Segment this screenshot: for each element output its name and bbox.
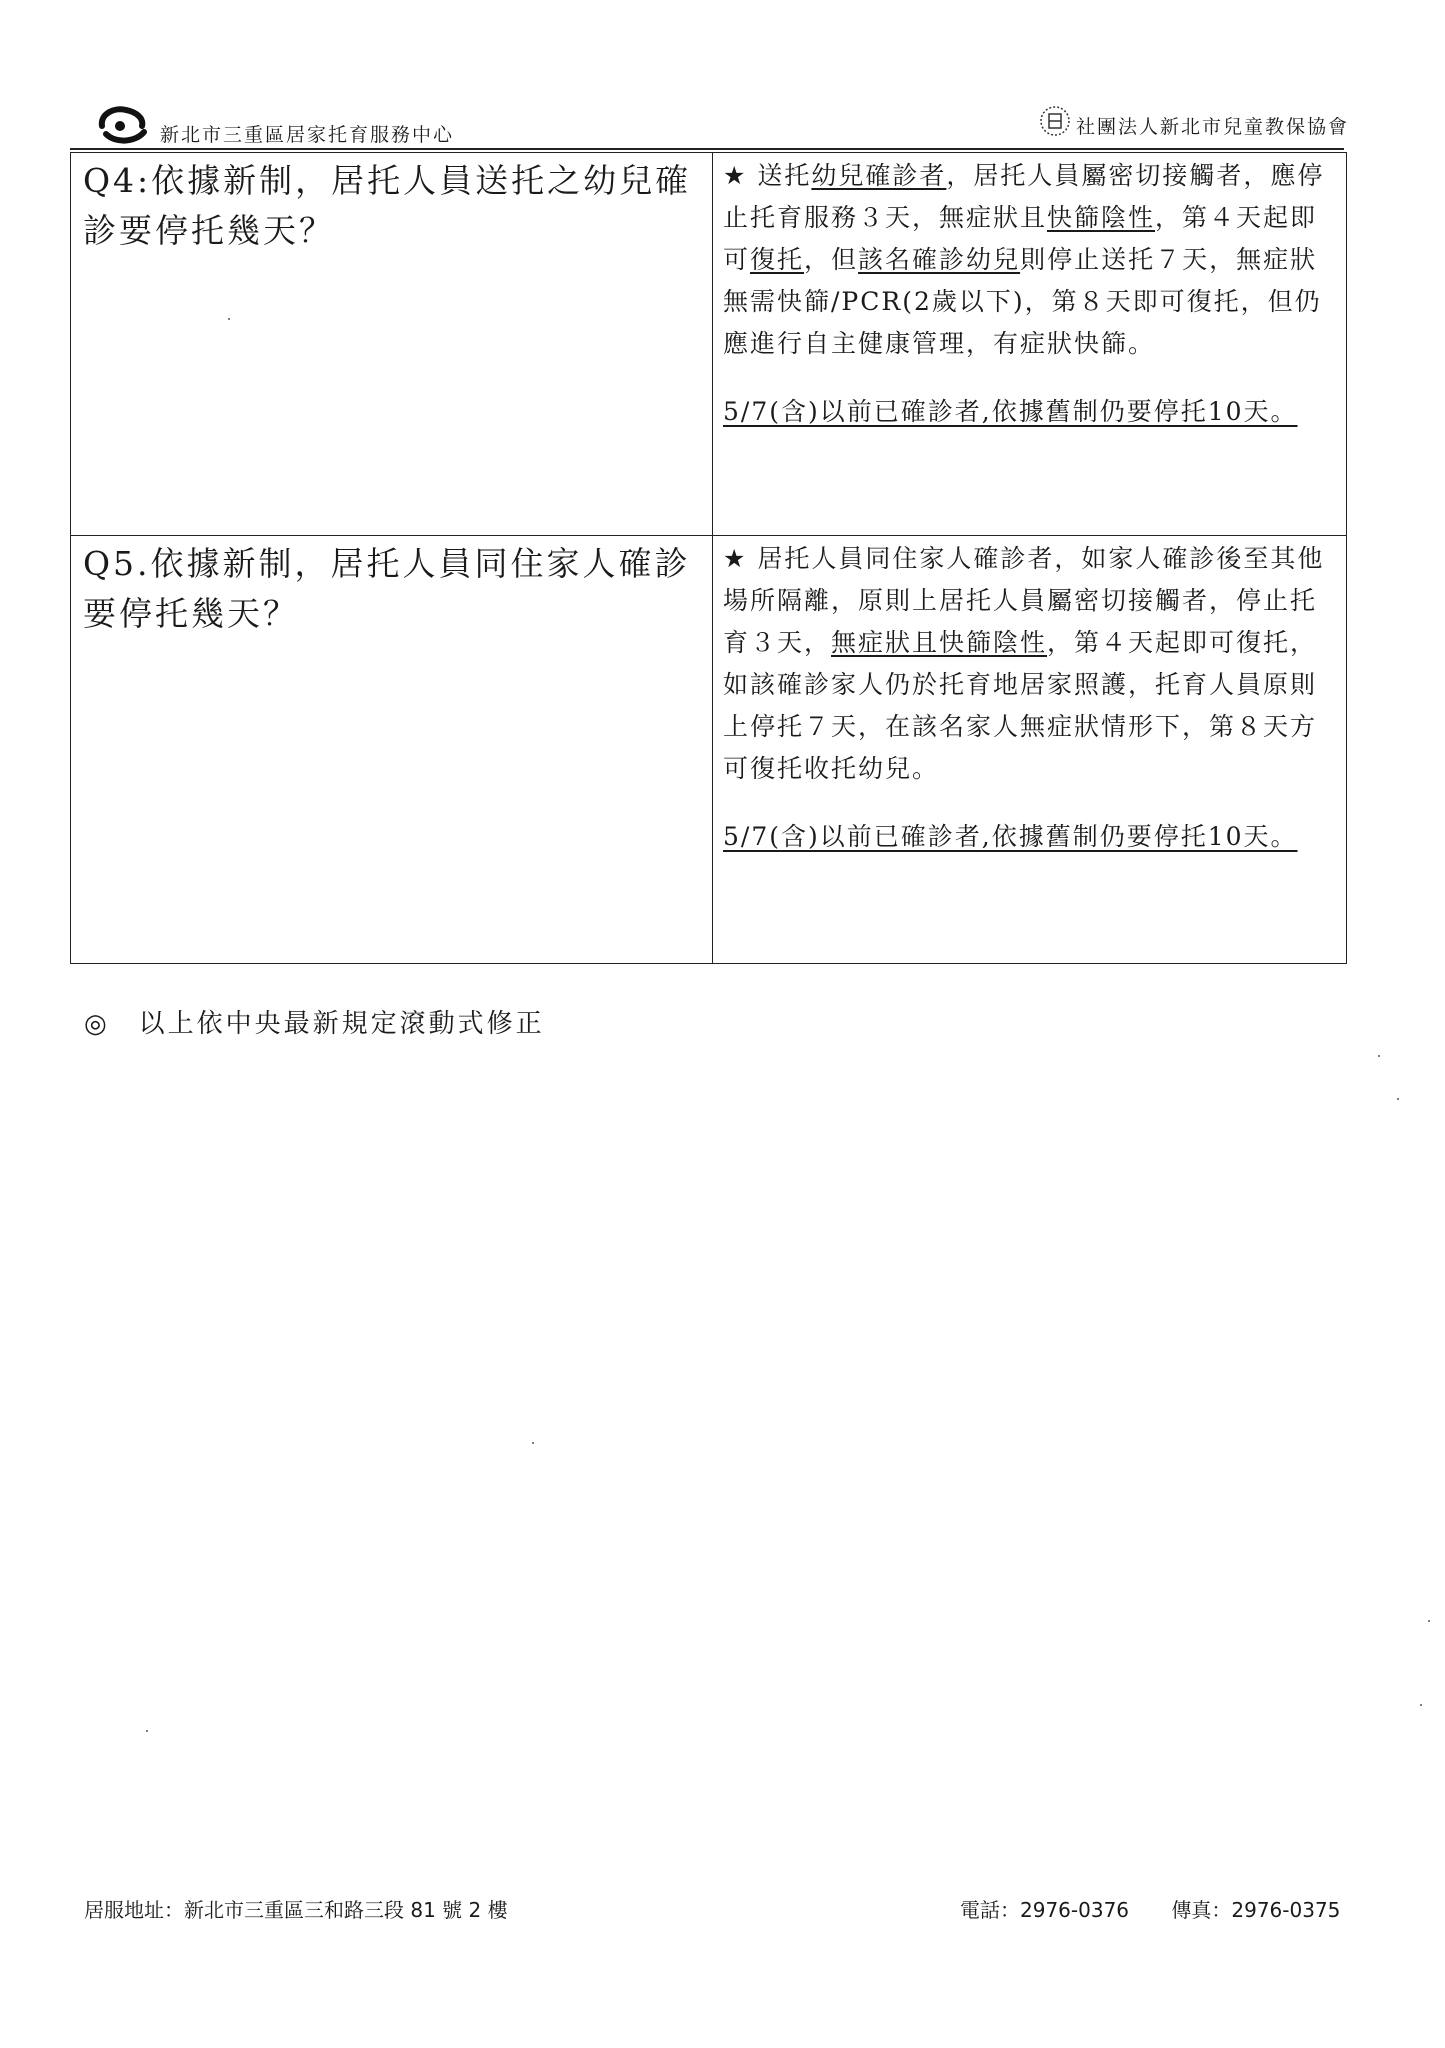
question-cell	[71, 153, 713, 536]
answer-emphasis: 幼兒確診者	[811, 161, 947, 190]
question-q4: Q4:依據新制，居托人員送托之幼兒確診要停托幾天？	[83, 161, 692, 250]
footer-phone: 電話：2976-0376	[960, 1898, 1130, 1922]
answer-text: ，但	[804, 245, 859, 274]
answer-emphasis: 該名確診幼兒	[858, 245, 1021, 274]
note-q5	[713, 790, 1346, 858]
answer-cell	[713, 153, 1347, 536]
answer-text: ，居托人員屬密切接觸者，應停止托育服務３天，無症狀且	[723, 161, 1325, 232]
footer-contact	[960, 1894, 1340, 1923]
answer-text: 送托	[747, 161, 812, 190]
answer-text: 則停止送托７天，無症狀無需快篩/PCR(2歲以下)，第８天即可復托，但仍應進行自主健康管理，有症狀快篩。	[723, 245, 1322, 358]
header-right	[1038, 104, 1349, 138]
scan-speck	[146, 1730, 148, 1732]
faq-row-q4	[71, 153, 1347, 536]
header-left-org: 新北市三重區居家托育服務中心	[160, 124, 455, 146]
question-q5: Q5.依據新制，居托人員同住家人確診要停托幾天？	[83, 544, 691, 633]
faq-row-q5	[71, 536, 1347, 964]
scan-speck	[1378, 1055, 1380, 1057]
note-q4	[713, 365, 1346, 433]
answer-q4	[713, 153, 1346, 365]
old-rule-note: 5/7(含)以前已確診者,依據舊制仍要停托10天。	[723, 397, 1298, 426]
revision-footnote: ◎ 以上依中央最新規定滾動式修正	[84, 1009, 545, 1039]
answer-text: ，第４天起即可復托，如該確診家人仍於托育地居家照護，托育人員原則上停托７天，在該名家人無症狀情形下，第８天方可復托收托幼兒。	[723, 628, 1318, 783]
old-rule-note: 5/7(含)以前已確診者,依據舊制仍要停托10天。	[723, 822, 1298, 851]
star-icon: ★	[723, 544, 748, 573]
answer-emphasis: 復托	[750, 245, 805, 274]
answer-emphasis: 無症狀且快篩陰性	[831, 628, 1048, 657]
answer-cell	[713, 536, 1347, 964]
header-left	[96, 104, 454, 146]
faq-table	[70, 152, 1347, 964]
answer-text: ，第４天起即可	[723, 203, 1318, 274]
scan-speck	[1428, 1620, 1430, 1622]
center-logo-icon	[96, 104, 150, 146]
answer-emphasis: 快篩陰性	[1047, 203, 1156, 232]
header-right-org: 社團法人新北市兒童教保協會	[1075, 116, 1349, 138]
scan-speck	[1420, 1704, 1422, 1706]
scan-speck	[532, 1442, 534, 1444]
star-icon: ★	[723, 161, 748, 190]
answer-q5	[713, 536, 1346, 790]
header-divider	[70, 148, 1344, 150]
question-cell	[71, 536, 713, 964]
association-logo-icon	[1038, 104, 1072, 138]
scan-speck	[228, 318, 230, 320]
footer-fax: 傳真：2976-0375	[1171, 1898, 1341, 1922]
answer-text: 居托人員同住家人確診者，如家人確診後至其他場所隔離，原則上居托人員屬密切接觸者，停止托育３天，	[723, 544, 1325, 657]
footer-address: 居服地址：新北市三重區三和路三段 81 號 2 樓	[84, 1898, 508, 1922]
scan-speck	[1397, 1098, 1399, 1100]
